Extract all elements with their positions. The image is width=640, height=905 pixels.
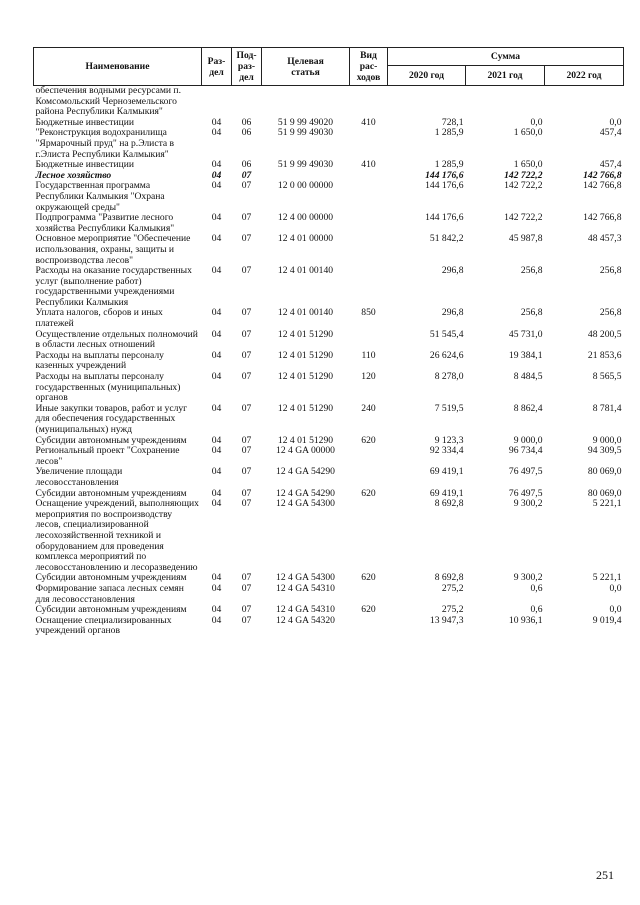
table-row	[34, 446, 624, 467]
cell-2020: 144 176,6	[425, 212, 464, 224]
cell-vid	[350, 128, 388, 160]
cell-razdel: 04	[211, 445, 222, 457]
cell-podrazdel: 07	[241, 233, 252, 245]
cell-razdel: 04	[211, 307, 222, 319]
cell-target: 12 4 GA 54300	[276, 498, 335, 510]
cell-2022: 80 069,0	[587, 487, 622, 499]
cell-2022: 256,8	[599, 265, 622, 277]
cell-2021: 45 731,0	[508, 328, 543, 340]
cell-2021: 8 862,4	[513, 402, 543, 414]
cell-2021: 256,8	[520, 265, 543, 277]
cell-target: 12 4 01 51290	[277, 328, 334, 340]
cell-podrazdel	[232, 86, 262, 118]
cell-razdel: 04	[211, 212, 222, 224]
cell-podrazdel: 06	[241, 159, 252, 171]
cell-2022: 142 766,8	[583, 169, 622, 181]
cell-razdel: 04	[211, 328, 222, 340]
cell-2020	[388, 86, 466, 118]
table-header	[34, 48, 624, 86]
cell-podrazdel: 07	[241, 614, 252, 626]
cell-podrazdel: 07	[241, 582, 252, 594]
cell-vid	[350, 584, 388, 605]
cell-podrazdel: 07	[241, 445, 252, 457]
cell-target: 12 4 01 00000	[277, 233, 334, 245]
cell-2020: 296,8	[441, 307, 464, 319]
cell-target: 12 4 01 51290	[277, 349, 334, 361]
cell-name: Региональный проект "Сохранение лесов"	[35, 445, 180, 467]
cell-name: Расходы на выплаты персоналу казенных учреждений	[35, 349, 164, 372]
table-row	[34, 330, 624, 351]
cell-razdel: 04	[211, 614, 222, 626]
cell-vid	[350, 467, 388, 488]
cell-2021	[466, 86, 545, 118]
cell-podrazdel: 07	[241, 169, 252, 181]
page-number: 251	[596, 868, 614, 882]
cell-2022: 0,0	[609, 582, 622, 594]
cell-razdel: 04	[211, 402, 222, 414]
cell-target: 51 9 99 49020	[277, 116, 334, 128]
cell-2021: 1 650,0	[513, 159, 543, 171]
cell-2020: 296,8	[441, 265, 464, 277]
cell-2022: 9 000,0	[592, 434, 622, 446]
cell-vid: 110	[361, 349, 376, 361]
cell-name: Основное мероприятие "Обеспечение использования, охраны, защиты и воспроизводства лесов"	[35, 233, 191, 266]
cell-2020: 275,2	[441, 582, 464, 594]
header-2021: 2021 год	[466, 66, 545, 86]
cell-2022: 21 853,6	[587, 349, 622, 361]
cell-2021: 76 497,5	[508, 487, 543, 499]
cell-name: Бюджетные инвестиции	[35, 116, 134, 128]
cell-vid: 240	[361, 402, 376, 414]
table-row	[34, 584, 624, 605]
cell-name: Субсидии автономным учреждениям	[35, 572, 187, 584]
cell-podrazdel: 07	[241, 328, 252, 340]
header-razdel: Раз- дел	[202, 48, 232, 86]
cell-vid: 850	[361, 307, 376, 319]
cell-target: 51 9 99 49030	[277, 127, 334, 139]
cell-2022: 256,8	[599, 307, 622, 319]
cell-2020: 144 176,6	[425, 169, 464, 181]
cell-podrazdel: 07	[241, 604, 252, 616]
table-row	[34, 86, 624, 118]
cell-2022: 9 019,4	[592, 614, 622, 626]
cell-name: Оснащение учреждений, выполняющих мероприятия по воспроизводству лесов, специализированной лесохозяйственной техникой и оборудованием для проведения комплекса мероприятий по лесовосстановлению и лесоразведению	[35, 498, 199, 573]
cell-razdel: 04	[211, 116, 222, 128]
cell-razdel: 04	[211, 349, 222, 361]
table-body	[34, 86, 624, 637]
table-row	[34, 351, 624, 372]
cell-name: Уплата налогов, сборов и иных платежей	[35, 307, 163, 330]
cell-2020: 728,1	[441, 116, 464, 128]
cell-2022: 8 781,4	[592, 402, 622, 414]
cell-2021: 0,6	[530, 582, 543, 594]
cell-2022: 457,4	[599, 127, 622, 139]
cell-2020: 7 519,5	[434, 402, 464, 414]
table-row	[34, 266, 624, 308]
cell-razdel: 04	[211, 233, 222, 245]
cell-target: 12 4 GA 54290	[276, 466, 335, 478]
cell-2021: 142 722,2	[504, 169, 543, 181]
cell-razdel: 04	[211, 159, 222, 171]
cell-podrazdel: 06	[241, 116, 252, 128]
table-row	[34, 128, 624, 160]
cell-vid	[350, 330, 388, 351]
cell-podrazdel: 07	[241, 349, 252, 361]
cell-podrazdel: 07	[241, 487, 252, 499]
cell-vid: 620	[361, 604, 376, 616]
cell-name: Подпрограмма "Развитие лесного хозяйства Республики Калмыкия"	[35, 212, 175, 234]
cell-vid	[350, 213, 388, 234]
document-page	[33, 47, 623, 637]
cell-name: Формирование запаса лесных семян для лесовосстановления	[35, 582, 184, 605]
cell-target: 12 4 01 51290	[277, 434, 334, 446]
cell-vid	[350, 86, 388, 118]
cell-podrazdel: 07	[241, 402, 252, 414]
cell-razdel: 04	[211, 604, 222, 616]
cell-2021: 76 497,5	[508, 466, 543, 478]
cell-vid: 410	[361, 159, 376, 171]
cell-podrazdel: 07	[241, 212, 252, 224]
table-row	[34, 213, 624, 234]
cell-vid: 120	[361, 371, 376, 383]
cell-2021: 9 300,2	[513, 498, 543, 510]
cell-2021: 9 000,0	[513, 434, 543, 446]
cell-podrazdel: 07	[241, 307, 252, 319]
cell-vid: 410	[361, 116, 376, 128]
cell-2022: 80 069,0	[587, 466, 622, 478]
cell-2020: 275,2	[441, 604, 464, 616]
cell-razdel: 04	[211, 169, 222, 181]
cell-target: 12 4 GA 54310	[276, 582, 335, 594]
cell-name: Лесное хозяйство	[35, 169, 112, 181]
cell-podrazdel: 07	[241, 498, 252, 510]
budget-table	[33, 47, 624, 637]
cell-2020: 144 176,6	[425, 180, 464, 192]
cell-podrazdel: 07	[241, 572, 252, 584]
cell-razdel: 04	[211, 265, 222, 277]
cell-target: 12 4 00 00000	[277, 212, 334, 224]
cell-2020: 13 947,3	[429, 614, 464, 626]
header-podrazdel: Под- раз- дел	[232, 48, 262, 86]
cell-2022: 48 457,3	[587, 233, 622, 245]
header-name: Наименование	[34, 48, 202, 86]
cell-name: Субсидии автономным учреждениям	[35, 604, 187, 616]
cell-vid	[350, 234, 388, 266]
cell-vid	[350, 171, 388, 182]
cell-2022: 0,0	[609, 604, 622, 616]
cell-2020: 26 624,6	[429, 349, 464, 361]
cell-2020: 1 285,9	[434, 127, 464, 139]
cell-razdel: 04	[211, 582, 222, 594]
cell-target: 12 4 01 00140	[277, 307, 334, 319]
header-2022: 2022 год	[545, 66, 624, 86]
cell-razdel: 04	[211, 127, 222, 139]
cell-razdel: 04	[211, 466, 222, 478]
cell-razdel: 04	[211, 487, 222, 499]
cell-target: 12 4 GA 54320	[276, 614, 335, 626]
cell-name: Субсидии автономным учреждениям	[35, 487, 187, 499]
cell-target: 12 4 GA 00000	[276, 445, 335, 457]
cell-2022: 5 221,1	[592, 498, 622, 510]
cell-2021: 9 300,2	[513, 572, 543, 584]
cell-vid	[350, 499, 388, 573]
cell-razdel	[202, 86, 232, 118]
cell-vid: 620	[361, 434, 376, 446]
header-target: Целевая статья	[262, 48, 350, 86]
table-row	[34, 467, 624, 488]
cell-2020: 8 278,0	[434, 371, 464, 383]
cell-2022: 0,0	[609, 116, 622, 128]
cell-2022: 94 309,5	[587, 445, 622, 457]
cell-2022: 457,4	[599, 159, 622, 171]
cell-2021: 0,0	[530, 116, 543, 128]
table-row	[34, 616, 624, 637]
cell-vid	[350, 616, 388, 637]
cell-razdel: 04	[211, 371, 222, 383]
cell-2020: 1 285,9	[434, 159, 464, 171]
cell-target: 12 4 01 00140	[277, 265, 334, 277]
table-row	[34, 372, 624, 404]
cell-2022	[545, 86, 624, 118]
table-row	[34, 499, 624, 573]
cell-name: Расходы на выплаты персоналу государственных (муниципальных) органов	[35, 371, 181, 404]
cell-name: Оснащение специализированных учреждений органов	[35, 614, 172, 637]
cell-name: Расходы на оказание государственных услуг (выполнение работ) государственными учреждениями Республики Калмыкия	[35, 265, 192, 308]
cell-2020: 51 842,2	[429, 233, 464, 245]
cell-target: 12 4 01 51290	[277, 402, 334, 414]
cell-target: 12 4 GA 54290	[276, 487, 335, 499]
cell-2020: 69 419,1	[429, 487, 464, 499]
cell-2021: 1 650,0	[513, 127, 543, 139]
cell-target: 12 4 GA 54300	[276, 572, 335, 584]
cell-2021: 10 936,1	[508, 614, 543, 626]
cell-razdel: 04	[211, 180, 222, 192]
cell-2022: 5 221,1	[592, 572, 622, 584]
cell-2022: 142 766,8	[583, 212, 622, 224]
cell-razdel: 04	[211, 498, 222, 510]
cell-2021: 0,6	[530, 604, 543, 616]
cell-name: обеспечения водными ресурсами п. Комсомольский Черноземельского района Республики Калмыкия"	[35, 85, 181, 118]
header-sum: Сумма	[388, 48, 624, 66]
cell-2020: 51 545,4	[429, 328, 464, 340]
cell-name: Бюджетные инвестиции	[35, 159, 134, 171]
cell-2020: 92 334,4	[429, 445, 464, 457]
cell-2021: 19 384,1	[508, 349, 543, 361]
table-row	[34, 404, 624, 436]
cell-vid	[350, 446, 388, 467]
cell-2022: 8 565,5	[592, 371, 622, 383]
cell-podrazdel: 07	[241, 466, 252, 478]
cell-2021: 96 734,4	[508, 445, 543, 457]
cell-2020: 9 123,3	[434, 434, 464, 446]
cell-2021: 45 987,8	[508, 233, 543, 245]
cell-2021: 142 722,2	[504, 180, 543, 192]
cell-name: "Реконструкция водохранилища "Ярмарочный пруд" на р.Элиста в г.Элиста Республики Калмыкия"	[35, 127, 175, 160]
cell-name: Осуществление отдельных полномочий в области лесных отношений	[35, 328, 198, 351]
cell-2022: 142 766,8	[583, 180, 622, 192]
cell-razdel: 04	[211, 572, 222, 584]
cell-2021: 142 722,2	[504, 212, 543, 224]
cell-2020: 69 419,1	[429, 466, 464, 478]
cell-vid	[350, 181, 388, 213]
cell-2020: 8 692,8	[434, 572, 464, 584]
cell-podrazdel: 06	[241, 127, 252, 139]
cell-name: Государственная программа Республики Калмыкия "Охрана окружающей среды"	[35, 180, 165, 213]
header-vid: Вид рас- ходов	[350, 48, 388, 86]
header-2020: 2020 год	[388, 66, 466, 86]
cell-target: 12 4 01 51290	[277, 371, 334, 383]
cell-2020: 8 692,8	[434, 498, 464, 510]
cell-vid: 620	[361, 572, 376, 584]
cell-vid: 620	[361, 487, 376, 499]
cell-name: Иные закупки товаров, работ и услуг для обеспечения государственных (муниципальных) нужд	[35, 402, 188, 435]
cell-target: 12 0 00 00000	[277, 180, 334, 192]
cell-vid	[350, 266, 388, 308]
table-row	[34, 181, 624, 213]
table-row	[34, 308, 624, 329]
cell-2022: 48 200,5	[587, 328, 622, 340]
cell-target	[262, 86, 350, 118]
cell-name: Увеличение площади лесовосстановления	[35, 466, 123, 488]
cell-podrazdel: 07	[241, 180, 252, 192]
cell-target: 51 9 99 49030	[277, 159, 334, 171]
cell-name: Субсидии автономным учреждениям	[35, 434, 187, 446]
cell-podrazdel: 07	[241, 371, 252, 383]
cell-podrazdel: 07	[241, 434, 252, 446]
table-row	[34, 234, 624, 266]
cell-target: 12 4 GA 54310	[276, 604, 335, 616]
cell-2021: 8 484,5	[513, 371, 543, 383]
cell-podrazdel: 07	[241, 265, 252, 277]
cell-2021: 256,8	[520, 307, 543, 319]
cell-razdel: 04	[211, 434, 222, 446]
